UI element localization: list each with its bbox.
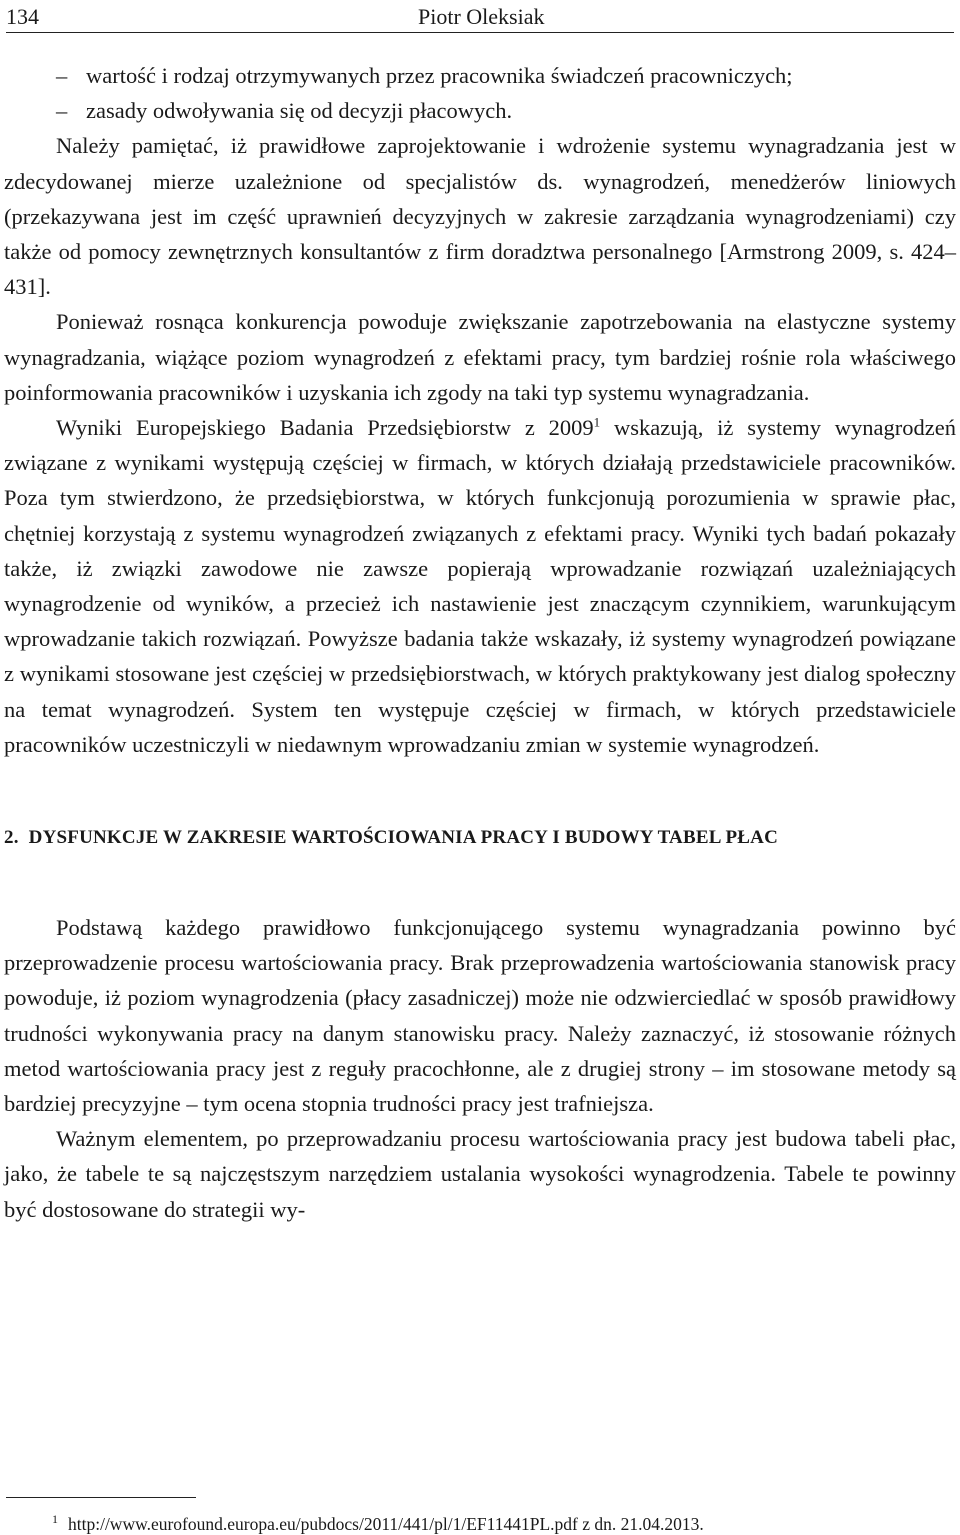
footnote-link[interactable]: http://www.eurofound.europa.eu/pubdocs/2011/441/pl/1/EF11441PL.pdf z dn. 21.04.2013. <box>68 1513 704 1534</box>
page-number: 134 <box>6 4 39 29</box>
section-title: DYSFUNKCJE W ZAKRESIE WARTOŚCIOWANIA PRACY I BUDOWY TABEL PŁAC <box>28 827 779 849</box>
paragraph-1: Należy pamiętać, iż prawidłowe zaprojektowanie i wdrożenie systemu wynagradzania jest w zdecydowanej mierze uzależnione od specjalistów ds. wynagrodzeń, menedżerów liniowych (przekazywana jest im część uprawnień decyzyjnych w zakresie zarządzania wynagrodzeniami) czy także od pomocy zewnętrznych konsultantów z firm doradztwa personalnego [Armstrong 2009, s. 424–431]. <box>4 133 956 300</box>
section-number: 2. <box>4 827 19 849</box>
dash-bullet-icon: – <box>56 98 68 124</box>
body-text <box>4 58 956 1227</box>
paragraph-3 <box>4 410 956 762</box>
running-header <box>6 2 954 33</box>
footnote <box>52 1508 704 1535</box>
section-heading <box>4 826 956 850</box>
footnote-mark: 1 <box>52 1512 58 1526</box>
paragraph-4: Podstawą każdego prawidłowo funkcjonującego systemu wynagradzania powinno być przeprowadzenie procesu wartościowania pracy. Brak przeprowadzenia wartościowania stanowisk pracy powoduje, iż poziom wynagrodzenia (płacy zasadniczej) może nie odzwierciedlać w sposób prawidłowy trudności wykonywania pracy na danym stanowisku pracy. Należy zaznaczyć, iż stosowanie różnych metod wartościowania pracy jest z reguły pracochłonne, ale z drugiej strony – im stosowane metody są bardziej precyzyjne – tym ocena stopnia trudności pracy jest trafniejsza. <box>4 915 956 1117</box>
paragraph-3-start: Wyniki Europejskiego Badania Przedsiębiorstw z 2009 <box>56 415 594 441</box>
dash-bullet-icon: – <box>56 63 68 88</box>
list-item-text: wartość i rodzaj otrzymywanych przez pracownika świadczeń pracowniczych; <box>86 63 793 88</box>
list-item <box>4 58 956 93</box>
paragraph-5: Ważnym elementem, po przeprowadzaniu procesu wartościowania pracy jest budowa tabeli płac, jako, że tabele te są najczęstszym narzędziem ustalania wysokości wynagrodzenia. Tabele te powinny być dostosowane do strategii wy- <box>4 1126 956 1222</box>
list-item <box>4 93 956 128</box>
running-head-author: Piotr Oleksiak <box>418 4 545 29</box>
list-item-text: zasady odwoływania się od decyzji płacowych. <box>86 98 513 124</box>
footnote-divider <box>6 1497 196 1498</box>
paragraph-3-rest: wskazują, iż systemy wynagrodzeń związane z wynikami występują częściej w firmach, w których działają przedstawiciele pracowników. Poza tym stwierdzono, że przedsiębiorstwa, w których funkcjonują porozumienia w sprawie płac, chętniej korzystają z systemu wynagrodzeń związanych z efektami pracy. Wyniki tych badań pokazały także, iż związki zawodowe nie zawsze popierają wprowadzanie rozwiązań uzależniających wynagrodzenie od wyników, a przecież ich nastawienie jest znaczącym czynnikiem, warunkującym wprowadzanie takich rozwiązań. Powyższe badania także wskazały, iż systemy wynagrodzeń powiązane z wynikami stosowane jest częściej w przedsiębiorstwach, w których praktykowany jest dialog społeczny na temat wynagrodzeń. System ten występuje częściej w firmach, w których przedstawiciele pracowników uczestniczyli w niedawnym wprowadzaniu zmian w systemie wynagrodzeń. <box>4 415 957 757</box>
footnote-reference[interactable]: 1 <box>593 414 601 430</box>
paragraph-2: Ponieważ rosnąca konkurencja powoduje zwiększanie zapotrzebowania na elastyczne systemy wynagradzania, wiążące poziom wynagrodzeń z efektami pracy, tym bardziej rośnie rola właściwego poinformowania pracowników i uzyskania ich zgody na taki typ systemu wynagradzania. <box>4 309 956 405</box>
